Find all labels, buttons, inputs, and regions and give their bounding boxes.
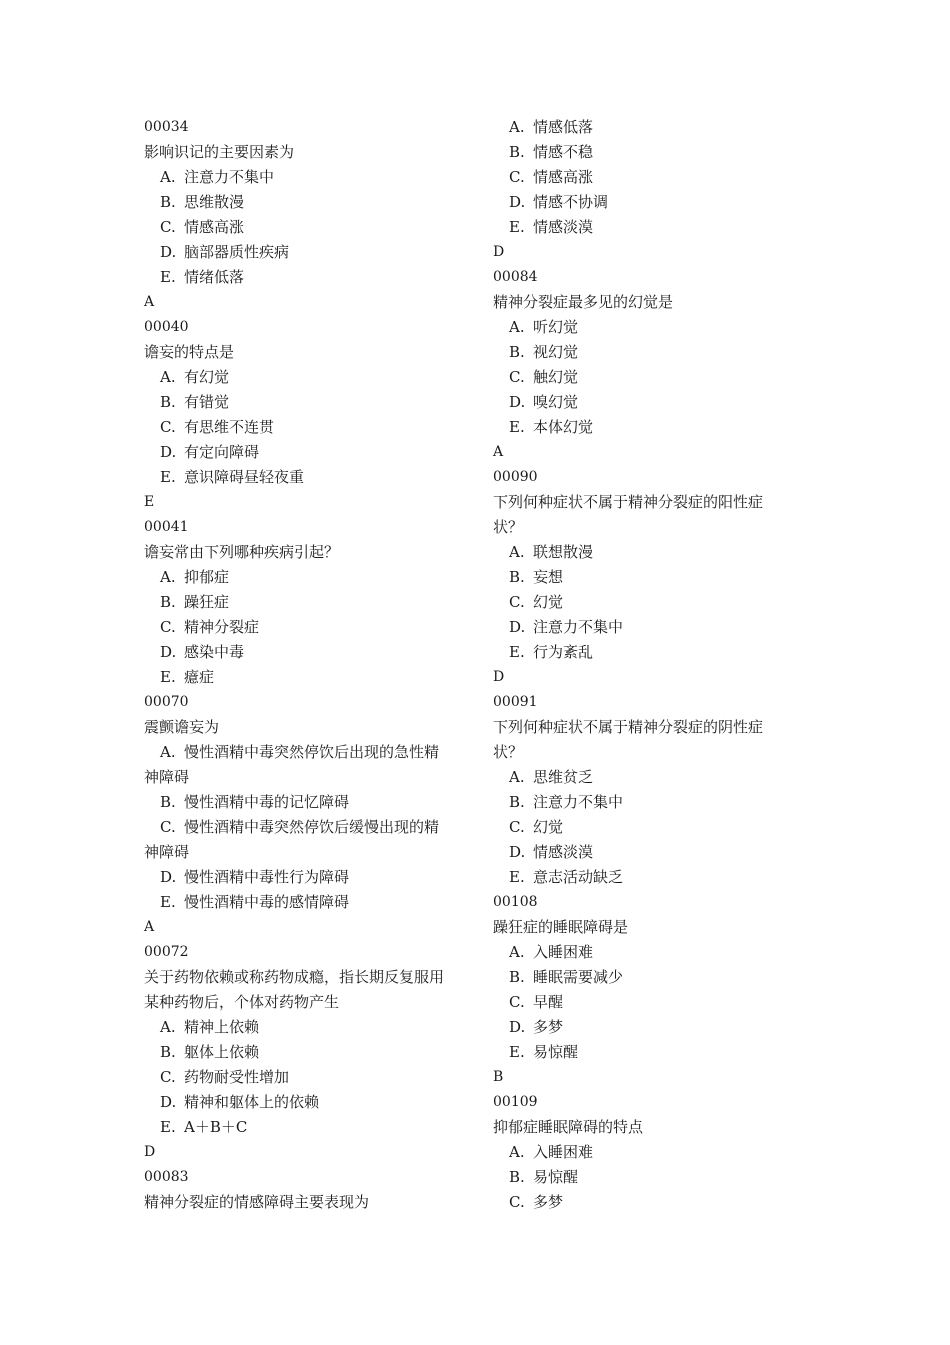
option-letter: B. bbox=[509, 793, 525, 811]
question-text: 震颤谵妄为 bbox=[144, 718, 220, 736]
option-letter: A. bbox=[509, 543, 525, 561]
option-letter: C. bbox=[509, 593, 525, 611]
option-text-continued: 神障碍 bbox=[144, 768, 190, 786]
option-text: 药物耐受性增加 bbox=[184, 1068, 290, 1086]
option bbox=[493, 1040, 793, 1065]
option bbox=[144, 640, 464, 665]
option-letter: C. bbox=[160, 618, 176, 636]
option-text: 有思维不连贯 bbox=[184, 418, 275, 436]
question-block bbox=[144, 1165, 464, 1215]
option-text: 情感不稳 bbox=[533, 143, 594, 161]
option-text: 躯体上依赖 bbox=[184, 1043, 260, 1061]
question-block bbox=[493, 690, 793, 890]
question-text-continued: 状？ bbox=[493, 743, 524, 761]
option bbox=[493, 615, 793, 640]
option-text: 情感淡漠 bbox=[533, 843, 594, 861]
question-block bbox=[493, 465, 793, 690]
question-block-continued bbox=[493, 115, 793, 265]
option-letter: B. bbox=[160, 393, 176, 411]
option bbox=[144, 1015, 464, 1040]
option-text: 情感高涨 bbox=[533, 168, 594, 186]
option-letter: A. bbox=[160, 368, 176, 386]
question-block bbox=[144, 315, 464, 515]
option bbox=[493, 790, 793, 815]
option bbox=[144, 665, 464, 690]
option-text: 入睡困难 bbox=[533, 1143, 594, 1161]
option-text: 有错觉 bbox=[184, 393, 230, 411]
left-column bbox=[144, 115, 464, 1215]
question-code: 00108 bbox=[493, 894, 538, 910]
option-letter: A. bbox=[509, 768, 525, 786]
option-letter: C. bbox=[509, 168, 525, 186]
answer: B bbox=[493, 1069, 504, 1085]
option-text: 注意力不集中 bbox=[533, 793, 624, 811]
option-letter: B. bbox=[160, 793, 176, 811]
option-letter: C. bbox=[160, 818, 176, 836]
option-text: 多梦 bbox=[533, 1018, 564, 1036]
option-letter: E. bbox=[509, 418, 525, 436]
question-block bbox=[493, 265, 793, 465]
option-text: 有幻觉 bbox=[184, 368, 230, 386]
option bbox=[493, 215, 793, 240]
option-letter: E. bbox=[160, 668, 176, 686]
option-text: 有定向障碍 bbox=[184, 443, 260, 461]
option-letter: B. bbox=[509, 143, 525, 161]
answer: A bbox=[144, 919, 155, 935]
question-text: 抑郁症睡眠障碍的特点 bbox=[493, 1118, 644, 1136]
option-letter: E. bbox=[509, 868, 525, 886]
option-letter: A. bbox=[160, 1018, 176, 1036]
option-letter: D. bbox=[160, 443, 177, 461]
question-text: 影响识记的主要因素为 bbox=[144, 143, 295, 161]
option-letter: E. bbox=[509, 1043, 525, 1061]
option-letter: C. bbox=[160, 418, 176, 436]
question-block bbox=[144, 515, 464, 690]
option-text: 多梦 bbox=[533, 1193, 564, 1211]
question-block bbox=[493, 890, 793, 1090]
option bbox=[493, 940, 793, 965]
question-text: 关于药物依赖或称药物成瘾，指长期反复服用 bbox=[144, 968, 445, 986]
option-letter: D. bbox=[160, 1093, 177, 1111]
option bbox=[144, 590, 464, 615]
option-letter: B. bbox=[509, 343, 525, 361]
option-text: 嗅幻觉 bbox=[533, 393, 579, 411]
option-text: 幻觉 bbox=[533, 593, 564, 611]
option-letter: C. bbox=[509, 818, 525, 836]
question-text: 精神分裂症最多见的幻觉是 bbox=[493, 293, 674, 311]
option-letter: A. bbox=[160, 568, 176, 586]
option bbox=[493, 340, 793, 365]
option-text: 慢性酒精中毒突然停饮后出现的急性精 bbox=[184, 743, 440, 761]
option-text-continued: 神障碍 bbox=[144, 843, 190, 861]
option-text: 情感淡漠 bbox=[533, 218, 594, 236]
option bbox=[144, 365, 464, 390]
option-letter: C. bbox=[509, 368, 525, 386]
option-text: 妄想 bbox=[533, 568, 564, 586]
option-text: 视幻觉 bbox=[533, 343, 579, 361]
option bbox=[144, 1115, 464, 1140]
option bbox=[144, 815, 464, 840]
question-text: 谵妄的特点是 bbox=[144, 343, 235, 361]
option bbox=[144, 265, 464, 290]
option-text: 情感高涨 bbox=[184, 218, 245, 236]
option-letter: E. bbox=[509, 643, 525, 661]
option bbox=[144, 1040, 464, 1065]
option-text: 精神上依赖 bbox=[184, 1018, 260, 1036]
option-letter: B. bbox=[509, 1168, 525, 1186]
option bbox=[493, 990, 793, 1015]
option-text: 本体幻觉 bbox=[533, 418, 594, 436]
option bbox=[493, 140, 793, 165]
question-text: 谵妄常由下列哪种疾病引起？ bbox=[144, 543, 340, 561]
option-text: 癔症 bbox=[184, 668, 215, 686]
option-letter: D. bbox=[160, 868, 177, 886]
question-code: 00083 bbox=[144, 1169, 189, 1185]
question-code: 00091 bbox=[493, 694, 538, 710]
option bbox=[144, 615, 464, 640]
option bbox=[493, 765, 793, 790]
option bbox=[493, 865, 793, 890]
option-letter: D. bbox=[509, 843, 526, 861]
option-letter: D. bbox=[509, 618, 526, 636]
option bbox=[493, 640, 793, 665]
question-text: 下列何种症状不属于精神分裂症的阳性症 bbox=[493, 493, 764, 511]
option bbox=[493, 815, 793, 840]
question-code: 00090 bbox=[493, 469, 538, 485]
option-letter: D. bbox=[160, 643, 177, 661]
option-text: 情感低落 bbox=[533, 118, 594, 136]
option-letter: C. bbox=[160, 1068, 176, 1086]
option-text: 入睡困难 bbox=[533, 943, 594, 961]
question-block bbox=[144, 115, 464, 315]
option bbox=[493, 415, 793, 440]
question-code: 00041 bbox=[144, 519, 189, 535]
option bbox=[493, 1015, 793, 1040]
option bbox=[144, 240, 464, 265]
option-text: 行为紊乱 bbox=[533, 643, 594, 661]
option-text: 早醒 bbox=[533, 993, 564, 1011]
option bbox=[493, 315, 793, 340]
option-letter: C. bbox=[160, 218, 176, 236]
option bbox=[493, 115, 793, 140]
option bbox=[493, 965, 793, 990]
question-text: 躁狂症的睡眠障碍是 bbox=[493, 918, 629, 936]
option-text: 情感不协调 bbox=[533, 193, 609, 211]
question-text-continued: 状？ bbox=[493, 518, 524, 536]
question-code: 00070 bbox=[144, 694, 189, 710]
option-text: 触幻觉 bbox=[533, 368, 579, 386]
option bbox=[493, 565, 793, 590]
option bbox=[493, 1190, 793, 1215]
option-letter: E. bbox=[160, 468, 176, 486]
option-text: 听幻觉 bbox=[533, 318, 579, 336]
answer: E bbox=[144, 494, 155, 510]
option-text: 慢性酒精中毒的感情障碍 bbox=[184, 893, 350, 911]
option-letter: E. bbox=[160, 893, 176, 911]
option-letter: B. bbox=[160, 1043, 176, 1061]
option-letter: A. bbox=[509, 943, 525, 961]
option-text: 精神和躯体上的依赖 bbox=[184, 1093, 320, 1111]
right-column bbox=[493, 115, 793, 1215]
question-code: 00072 bbox=[144, 944, 189, 960]
question-text: 精神分裂症的情感障碍主要表现为 bbox=[144, 1193, 370, 1211]
option-text: 易惊醒 bbox=[533, 1043, 579, 1061]
option-letter: B. bbox=[160, 193, 176, 211]
question-block bbox=[493, 1090, 793, 1215]
option-letter: B. bbox=[509, 568, 525, 586]
option bbox=[144, 390, 464, 415]
option bbox=[144, 215, 464, 240]
question-text-continued: 某种药物后，个体对药物产生 bbox=[144, 993, 340, 1011]
question-text: 下列何种症状不属于精神分裂症的阴性症 bbox=[493, 718, 764, 736]
option-text: 联想散漫 bbox=[533, 543, 594, 561]
answer: A bbox=[144, 294, 155, 310]
option bbox=[493, 365, 793, 390]
option-letter: C. bbox=[509, 1193, 525, 1211]
option-letter: E. bbox=[509, 218, 525, 236]
option-text: 慢性酒精中毒性行为障碍 bbox=[184, 868, 350, 886]
option bbox=[144, 465, 464, 490]
option-text: 躁狂症 bbox=[184, 593, 230, 611]
option bbox=[144, 440, 464, 465]
option-letter: D. bbox=[509, 1018, 526, 1036]
option bbox=[493, 190, 793, 215]
question-code: 00034 bbox=[144, 119, 189, 135]
option-letter: D. bbox=[160, 243, 177, 261]
option bbox=[144, 890, 464, 915]
option bbox=[144, 740, 464, 765]
option bbox=[493, 590, 793, 615]
option-letter: A. bbox=[509, 118, 525, 136]
option bbox=[493, 1140, 793, 1165]
option-text: 感染中毒 bbox=[184, 643, 245, 661]
option-text: 意志活动缺乏 bbox=[533, 868, 624, 886]
option-letter: B. bbox=[509, 968, 525, 986]
option-text: 脑部器质性疾病 bbox=[184, 243, 290, 261]
option-text: 慢性酒精中毒突然停饮后缓慢出现的精 bbox=[184, 818, 440, 836]
option bbox=[144, 1065, 464, 1090]
option bbox=[144, 790, 464, 815]
option-letter: D. bbox=[509, 193, 526, 211]
option bbox=[144, 190, 464, 215]
question-block bbox=[144, 690, 464, 940]
option-text: 注意力不集中 bbox=[184, 168, 275, 186]
option bbox=[144, 415, 464, 440]
option-letter: C. bbox=[509, 993, 525, 1011]
answer: D bbox=[493, 669, 505, 685]
option bbox=[144, 1090, 464, 1115]
option-text: 慢性酒精中毒的记忆障碍 bbox=[184, 793, 350, 811]
option-text: A＋B＋C bbox=[184, 1118, 248, 1136]
option-text: 情绪低落 bbox=[184, 268, 245, 286]
option-text: 抑郁症 bbox=[184, 568, 230, 586]
option-letter: D. bbox=[509, 393, 526, 411]
question-block bbox=[144, 940, 464, 1165]
question-code: 00084 bbox=[493, 269, 538, 285]
option-letter: E. bbox=[160, 1118, 176, 1136]
option bbox=[493, 840, 793, 865]
option bbox=[144, 165, 464, 190]
option-letter: E. bbox=[160, 268, 176, 286]
option-text: 睡眠需要减少 bbox=[533, 968, 624, 986]
option-text: 意识障碍昼轻夜重 bbox=[184, 468, 305, 486]
option-text: 幻觉 bbox=[533, 818, 564, 836]
option bbox=[493, 540, 793, 565]
question-code: 00040 bbox=[144, 319, 189, 335]
option-text: 注意力不集中 bbox=[533, 618, 624, 636]
option-letter: B. bbox=[160, 593, 176, 611]
option-text: 思维贫乏 bbox=[533, 768, 594, 786]
option-letter: A. bbox=[509, 318, 525, 336]
option bbox=[493, 1165, 793, 1190]
answer: D bbox=[493, 244, 505, 260]
option bbox=[144, 565, 464, 590]
option-text: 精神分裂症 bbox=[184, 618, 260, 636]
option-letter: A. bbox=[160, 168, 176, 186]
question-code: 00109 bbox=[493, 1094, 538, 1110]
option bbox=[144, 865, 464, 890]
option-text: 思维散漫 bbox=[184, 193, 245, 211]
option-letter: A. bbox=[160, 743, 176, 761]
option bbox=[493, 390, 793, 415]
option-letter: A. bbox=[509, 1143, 525, 1161]
option-text: 易惊醒 bbox=[533, 1168, 579, 1186]
answer: D bbox=[144, 1144, 156, 1160]
option bbox=[493, 165, 793, 190]
answer: A bbox=[493, 444, 504, 460]
